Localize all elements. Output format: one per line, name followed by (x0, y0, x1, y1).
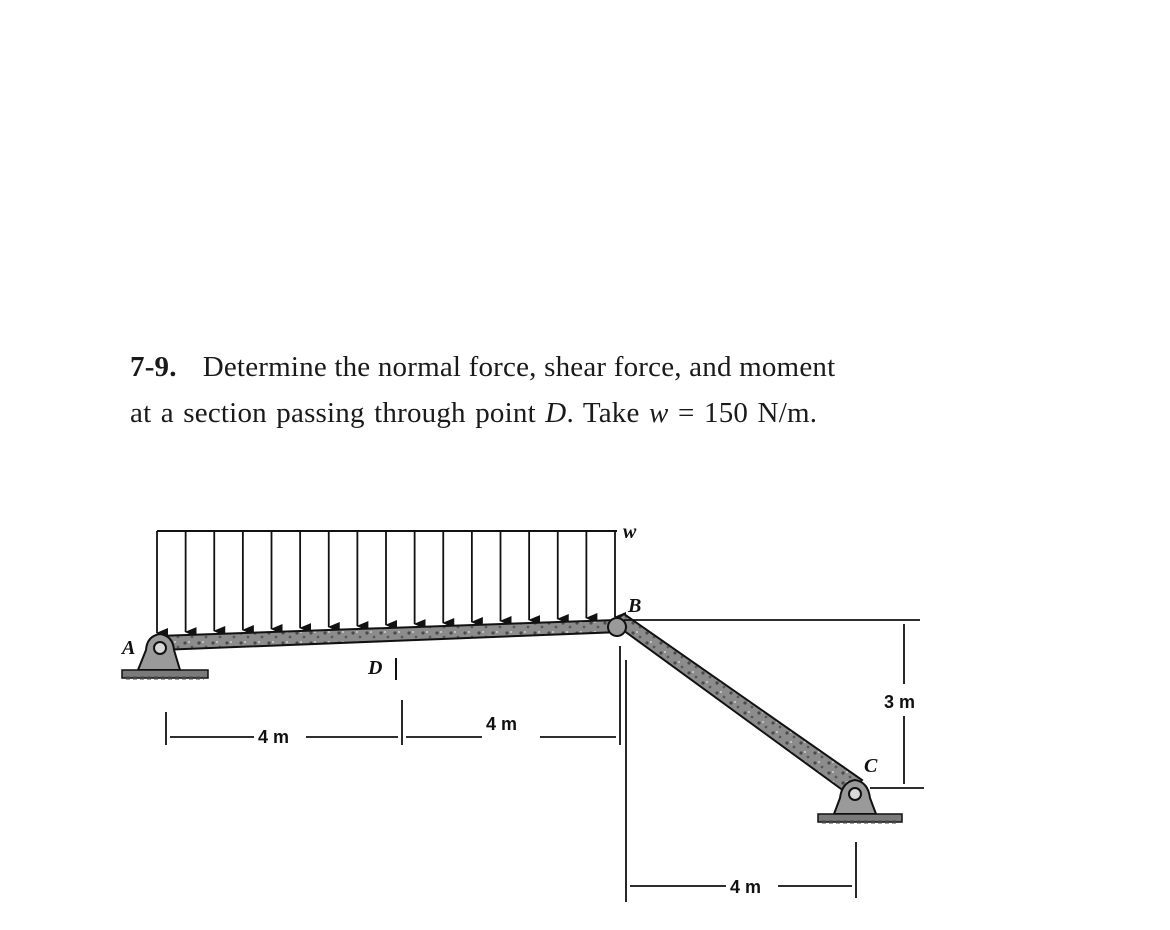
problem-number: 7-9. (130, 351, 177, 383)
load-arrows (157, 531, 615, 633)
take-text: . Take (566, 397, 649, 429)
load-label-w: w (623, 521, 637, 543)
beam-ab (158, 620, 620, 650)
dim-db-label: 4 m (486, 714, 518, 734)
member-bc (608, 614, 862, 794)
load-variable: w (649, 397, 669, 429)
label-c: C (864, 755, 878, 777)
dim-horizontal-bc-label: 4 m (730, 877, 762, 897)
dim-ad-label: 4 m (258, 727, 290, 747)
pin-support-c (818, 780, 902, 822)
problem-text-line-1: Determine the normal force, shear force, and moment (202, 351, 836, 383)
dim-vertical-label: 3 m (884, 692, 916, 712)
label-b: B (628, 595, 642, 617)
label-a: A (122, 637, 136, 659)
distributed-load (157, 521, 637, 633)
dimension-ad-db (166, 646, 620, 747)
load-value: = 150 N/m. (668, 397, 818, 429)
label-d: D (368, 657, 383, 679)
problem-text-line-2: at a section passing through point (130, 397, 546, 429)
point-d-reference: D (545, 397, 567, 429)
